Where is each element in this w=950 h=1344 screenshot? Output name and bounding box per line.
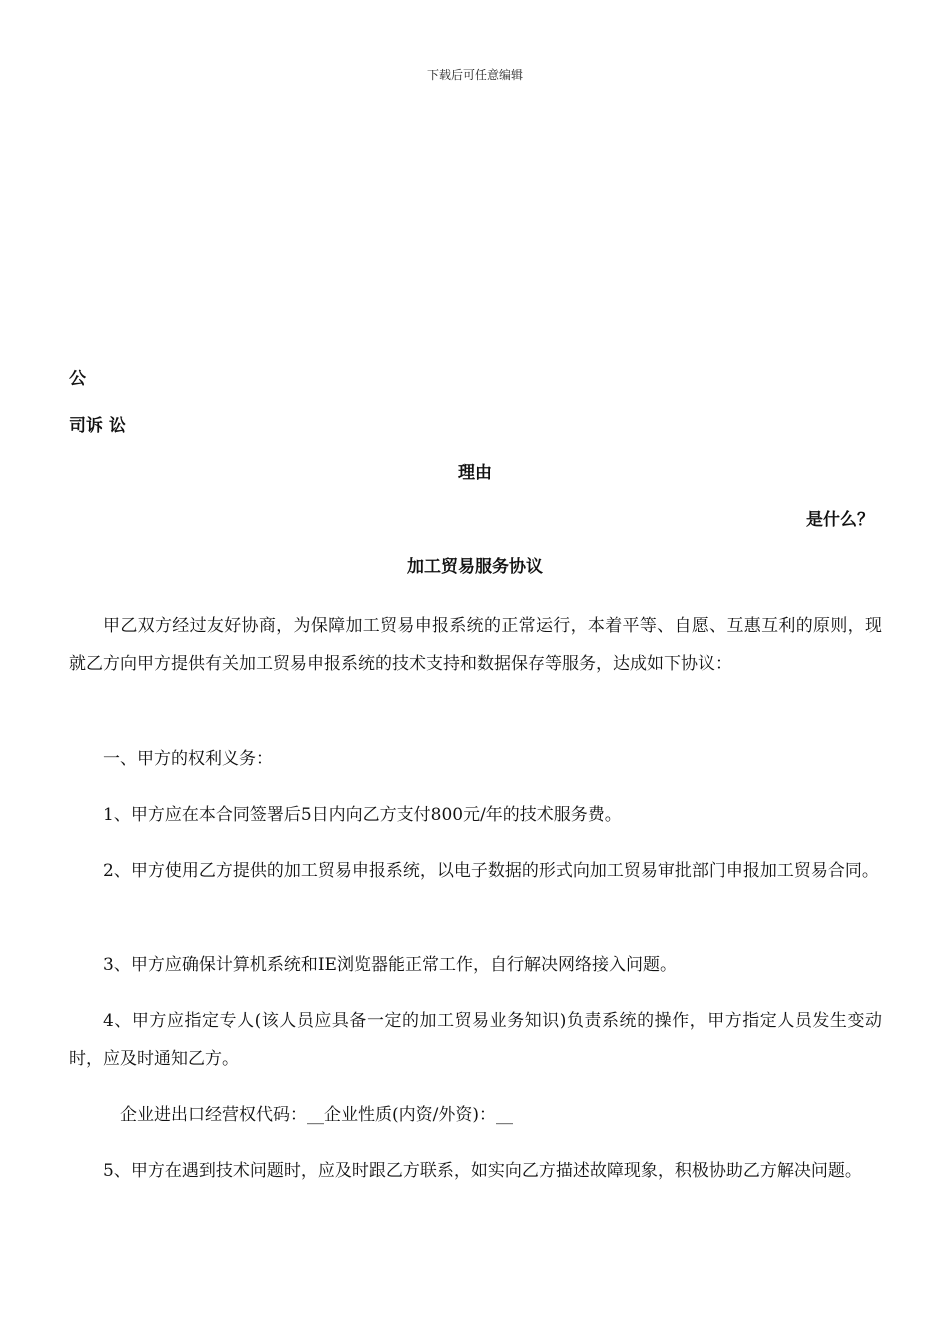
document-title: 加工贸易服务协议 — [407, 557, 543, 577]
clause-3: 3、甲方应确保计算机系统和IE浏览器能正常工作，自行解决网络接入问题。 — [103, 955, 677, 975]
section-1-title: 一、甲方的权利义务： — [103, 749, 273, 769]
enterprise-info-line: 企业进出口经营权代码：__企业性质(内资/外资)：__ — [120, 1105, 513, 1125]
clause-1: 1、甲方应在本合同签署后5日内向乙方支付800元/年的技术服务费。 — [103, 805, 622, 825]
clause-4: 4、甲方应指定专人(该人员应具备一定的加工贸易业务知识)负责系统的操作，甲方指定人员发生变动时，应及时通知乙方。 — [69, 1011, 882, 1069]
header-note: 下载后可任意编辑 — [426, 68, 523, 82]
heading-fragment-3: 理由 — [458, 463, 492, 483]
heading-fragment-4: 是什么？ — [806, 510, 874, 530]
clause-5: 5、甲方在遇到技术问题时，应及时跟乙方联系，如实向乙方描述故障现象，积极协助乙方解决问题。 — [103, 1161, 862, 1181]
intro-paragraph: 甲乙双方经过友好协商，为保障加工贸易申报系统的正常运行，本着平等、自愿、互惠互利的原则，现就乙方向甲方提供有关加工贸易申报系统的技术支持和数据保存等服务，达成如下协议： — [69, 616, 882, 674]
heading-fragment-2: 司诉 讼 — [69, 416, 126, 436]
heading-fragment-1: 公 — [69, 369, 86, 389]
clause-2: 2、甲方使用乙方提供的加工贸易申报系统，以电子数据的形式向加工贸易审批部门申报加工贸易合同。 — [103, 861, 879, 881]
